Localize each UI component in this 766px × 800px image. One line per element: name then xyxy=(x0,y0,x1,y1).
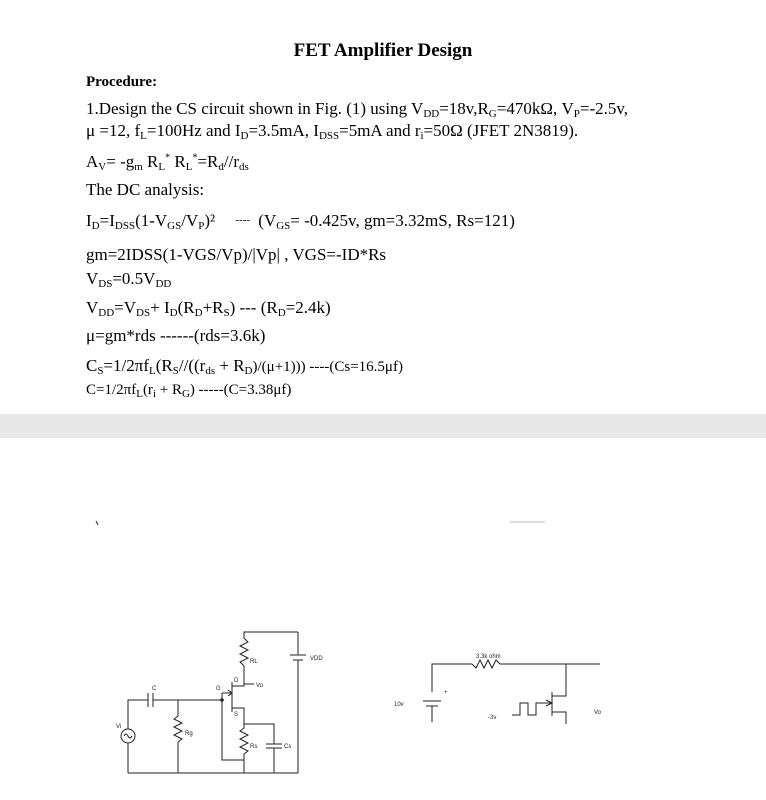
procedure-label: Procedure: xyxy=(86,74,158,90)
label-c: C xyxy=(152,686,157,692)
label-pulse: -3v xyxy=(488,715,497,721)
mu-equation: μ=gm*rds ------(rds=3.6k) xyxy=(86,326,266,345)
label-vo2: Vo xyxy=(594,710,602,716)
label-rs: Rs xyxy=(250,744,258,750)
label-vo: Vo xyxy=(256,683,264,689)
cs-amplifier-circuit xyxy=(121,632,306,773)
dc-analysis-label: The DC analysis: xyxy=(86,180,205,199)
label-s: S xyxy=(234,712,239,718)
document-title: FET Amplifier Design xyxy=(293,40,473,61)
label-g: G xyxy=(216,686,221,692)
label-3k3: 3.3k ohm xyxy=(476,654,501,660)
step1-line1: 1.Design the CS circuit shown in Fig. (1) using $V_{DD}=18v,R_G=470k\Omega$, $V_P=-2.5v$, xyxy=(86,99,629,120)
vds-equation: $V_{DS}=0.5V_{DD}$ xyxy=(86,269,172,290)
gm-equation: gm=2IDSS(1-VGS/Vp)/|Vp| , VGS=-ID*Rs xyxy=(86,245,387,264)
label-vi: Vi xyxy=(116,724,122,730)
label-cs: Cs xyxy=(284,744,292,750)
label-plus: + xyxy=(444,690,448,696)
label-rl: RL xyxy=(250,659,258,665)
cs-equation: $C_S=1/2\pi f_L(R_S//((r_{ds} + R_D)/(\mu+1)))$ ----(Cs=16.5μf) xyxy=(86,356,403,377)
label-d: D xyxy=(234,678,239,684)
vdd-equation: $V_{DD}=V_{DS}+ I_D(R_D+R_S)$ --- $(R_D=2.4k)$ xyxy=(86,298,331,319)
id-equation: $I_D=I_{DSS}(1-V_{GS}/V_P)^2$ ---- ($V_{GS}= -0.425v$, gm=3.32mS, Rs=121) xyxy=(86,211,515,232)
label-10v: 10v xyxy=(394,702,404,708)
label-vdd: VDD xyxy=(310,656,323,662)
gain-equation: $A_V= -g_m$ $R_L^*$ $R_L^*=R_d//r_{ds}$ xyxy=(86,152,249,173)
pulse-test-circuit xyxy=(423,660,600,724)
scan-mark xyxy=(96,521,98,525)
c-equation: $C=1/2\pi f_L(r_i + R_G)$ -----(C=3.38μf) xyxy=(86,382,292,400)
label-rg: Rg xyxy=(185,731,193,737)
step1-line2: μ =12, $f_L=100Hz$ and $I_D=3.5mA$, $I_{DSS}=5mA$ and $r_i=50\Omega$ (JFET 2N3819). xyxy=(86,121,579,142)
